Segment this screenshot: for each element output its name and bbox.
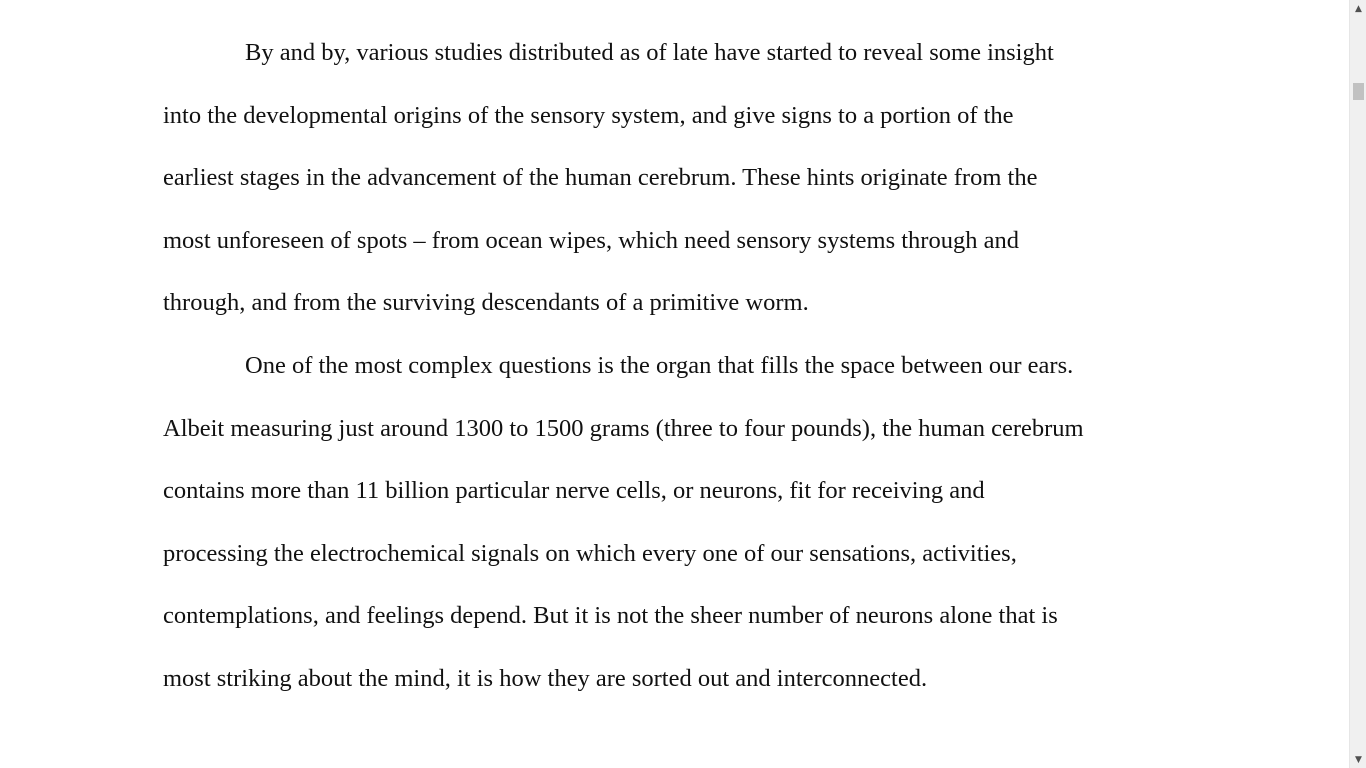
document-body xyxy=(163,22,1193,711)
paragraph-line: contemplations, and feelings depend. But it is not the sheer number of neurons alone that is xyxy=(163,602,1058,630)
paragraph-line: By and by, various studies distributed as of late have started to reveal some insight xyxy=(245,39,1054,66)
clipped-previous-line xyxy=(163,0,1193,6)
paragraph-line: through, and from the surviving descendants of a primitive worm. xyxy=(163,289,809,317)
paragraph-line: processing the electrochemical signals on which every one of our sensations, activities, xyxy=(163,539,1017,567)
paragraph-line: most unforeseen of spots – from ocean wipes, which need sensory systems through and xyxy=(163,226,1019,254)
paragraph-line: One of the most complex questions is the organ that fills the space between our ears. xyxy=(245,351,1074,379)
paragraph-line: contains more than 11 billion particular nerve cells, or neurons, fit for receiving and xyxy=(163,477,985,505)
paragraph-1 xyxy=(163,22,1193,335)
chevron-down-icon[interactable]: ▼ xyxy=(1355,754,1362,765)
paragraph-line: into the developmental origins of the sensory system, and give signs to a portion of the xyxy=(163,101,1014,129)
paragraph-line: earliest stages in the advancement of the human cerebrum. These hints originate from the xyxy=(163,164,1038,192)
paragraph-line: most striking about the mind, it is how they are sorted out and interconnected. xyxy=(163,664,928,692)
scrollbar-thumb[interactable] xyxy=(1353,83,1364,100)
chevron-up-icon[interactable]: ▲ xyxy=(1355,3,1362,14)
paragraph-line: Albeit measuring just around 1300 to 1500 grams (three to four pounds), the human cerebrum xyxy=(163,414,1084,442)
vertical-scrollbar[interactable] xyxy=(1349,0,1366,768)
paragraph-2 xyxy=(163,335,1193,711)
